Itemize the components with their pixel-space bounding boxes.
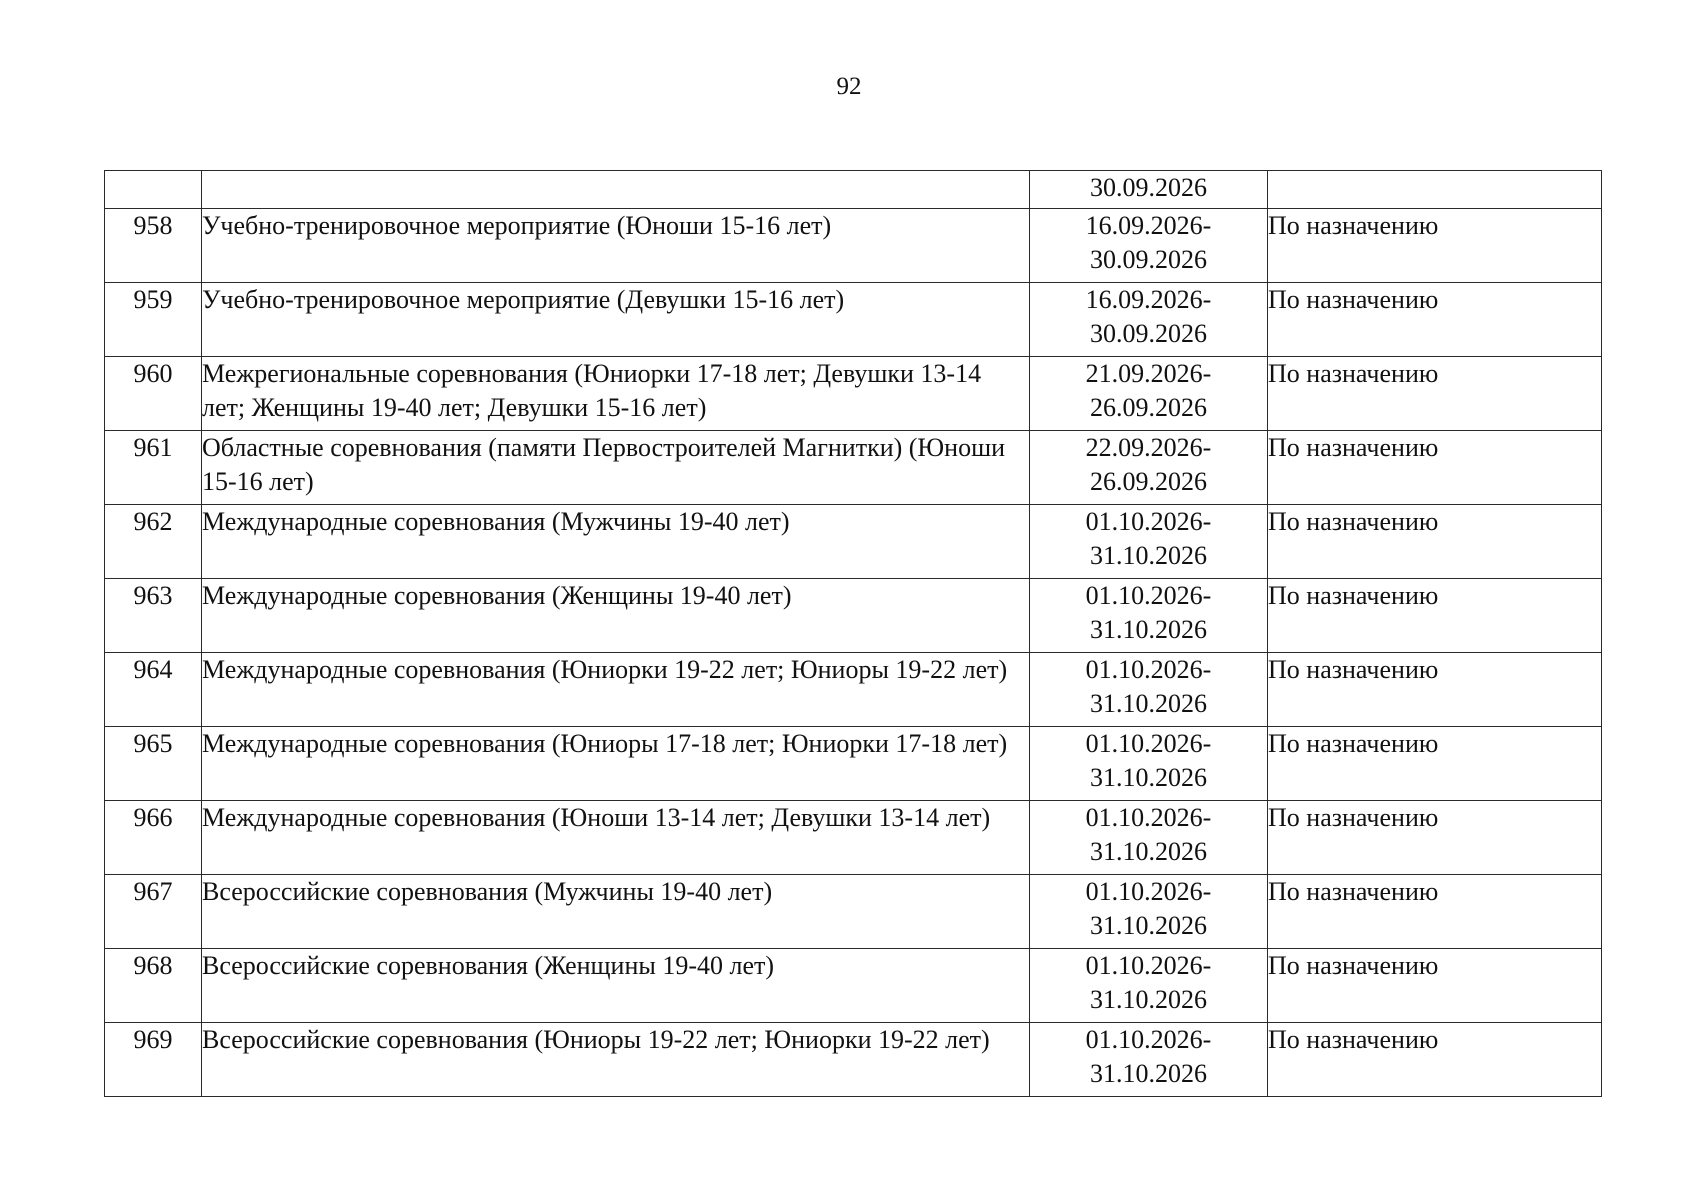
event-name: Межрегиональные соревнования (Юниорки 17-18 лет; Девушки 13-14 лет; Женщины 19-40 лет; Девушки 15-16 лет) bbox=[202, 357, 1030, 431]
date-start: 16.09.2026- bbox=[1085, 211, 1212, 240]
event-dates bbox=[1030, 727, 1268, 801]
event-dates bbox=[1030, 209, 1268, 283]
date-start: 01.10.2026- bbox=[1085, 951, 1212, 980]
event-place bbox=[1268, 171, 1602, 209]
event-dates bbox=[1030, 431, 1268, 505]
row-number: 962 bbox=[105, 505, 202, 579]
event-place bbox=[1268, 209, 1602, 283]
event-dates bbox=[1030, 171, 1268, 209]
date-end: 30.09.2026 bbox=[1090, 319, 1207, 348]
table-row bbox=[105, 875, 1602, 949]
event-name: Международные соревнования (Юниоры 17-18 лет; Юниорки 17-18 лет) bbox=[202, 727, 1030, 801]
event-dates bbox=[1030, 505, 1268, 579]
event-place bbox=[1268, 949, 1602, 1023]
date-end: 26.09.2026 bbox=[1090, 393, 1207, 422]
page-number: 92 bbox=[836, 73, 862, 100]
date-end: 31.10.2026 bbox=[1090, 615, 1207, 644]
row-number: 968 bbox=[105, 949, 202, 1023]
event-place-text: По назначению bbox=[1268, 655, 1439, 684]
table-row bbox=[105, 357, 1602, 431]
event-name: Всероссийские соревнования (Юниоры 19-22 лет; Юниорки 19-22 лет) bbox=[202, 1023, 1030, 1097]
event-name: Учебно-тренировочное мероприятие (Девушки 15-16 лет) bbox=[202, 283, 1030, 357]
event-name: Всероссийские соревнования (Мужчины 19-40 лет) bbox=[202, 875, 1030, 949]
event-place bbox=[1268, 727, 1602, 801]
event-place-text: По назначению bbox=[1268, 877, 1439, 906]
event-dates bbox=[1030, 875, 1268, 949]
event-place bbox=[1268, 579, 1602, 653]
date-start: 01.10.2026- bbox=[1085, 655, 1212, 684]
event-place bbox=[1268, 1023, 1602, 1097]
event-dates bbox=[1030, 801, 1268, 875]
event-name: Международные соревнования (Женщины 19-40 лет) bbox=[202, 579, 1030, 653]
table-row bbox=[105, 1023, 1602, 1097]
event-place-text: По назначению bbox=[1268, 211, 1439, 240]
events-table bbox=[104, 170, 1602, 1097]
event-place-text: По назначению bbox=[1268, 359, 1439, 388]
event-name: Международные соревнования (Мужчины 19-40 лет) bbox=[202, 505, 1030, 579]
table-row bbox=[105, 431, 1602, 505]
event-place-text: По назначению bbox=[1268, 729, 1439, 758]
event-place bbox=[1268, 653, 1602, 727]
event-place-text: По назначению bbox=[1268, 285, 1439, 314]
date-end: 31.10.2026 bbox=[1090, 911, 1207, 940]
event-dates bbox=[1030, 653, 1268, 727]
table-row bbox=[105, 727, 1602, 801]
row-number: 960 bbox=[105, 357, 202, 431]
event-dates bbox=[1030, 579, 1268, 653]
date-start: 01.10.2026- bbox=[1085, 1025, 1212, 1054]
event-name: Международные соревнования (Юноши 13-14 лет; Девушки 13-14 лет) bbox=[202, 801, 1030, 875]
event-dates bbox=[1030, 357, 1268, 431]
row-number: 958 bbox=[105, 209, 202, 283]
event-place-text: По назначению bbox=[1268, 803, 1439, 832]
event-name: Всероссийские соревнования (Женщины 19-40 лет) bbox=[202, 949, 1030, 1023]
date-end: 31.10.2026 bbox=[1090, 837, 1207, 866]
event-name: Международные соревнования (Юниорки 19-22 лет; Юниоры 19-22 лет) bbox=[202, 653, 1030, 727]
date-end: 26.09.2026 bbox=[1090, 467, 1207, 496]
date-end: 31.10.2026 bbox=[1090, 541, 1207, 570]
row-number: 965 bbox=[105, 727, 202, 801]
row-number: 966 bbox=[105, 801, 202, 875]
date-end: 31.10.2026 bbox=[1090, 689, 1207, 718]
event-name bbox=[202, 171, 1030, 209]
event-place bbox=[1268, 431, 1602, 505]
event-place-text: По назначению bbox=[1268, 1025, 1439, 1054]
row-number: 963 bbox=[105, 579, 202, 653]
date-start: 16.09.2026- bbox=[1085, 285, 1212, 314]
row-number: 961 bbox=[105, 431, 202, 505]
event-place-text: По назначению bbox=[1268, 951, 1439, 980]
row-number: 969 bbox=[105, 1023, 202, 1097]
date-start: 01.10.2026- bbox=[1085, 877, 1212, 906]
event-dates bbox=[1030, 1023, 1268, 1097]
event-place-text: По назначению bbox=[1268, 433, 1439, 462]
event-place-text: По назначению bbox=[1268, 581, 1439, 610]
row-number bbox=[105, 171, 202, 209]
table-row bbox=[105, 949, 1602, 1023]
date-end: 30.09.2026 bbox=[1090, 173, 1207, 202]
date-start: 01.10.2026- bbox=[1085, 803, 1212, 832]
event-place bbox=[1268, 283, 1602, 357]
date-start: 01.10.2026- bbox=[1085, 507, 1212, 536]
event-place-text: По назначению bbox=[1268, 507, 1439, 536]
table-row-continued bbox=[105, 171, 1602, 209]
date-end: 31.10.2026 bbox=[1090, 985, 1207, 1014]
date-start: 22.09.2026- bbox=[1085, 433, 1212, 462]
date-start: 01.10.2026- bbox=[1085, 729, 1212, 758]
events-table-body bbox=[105, 171, 1602, 1097]
event-place bbox=[1268, 875, 1602, 949]
table-row bbox=[105, 801, 1602, 875]
date-end: 31.10.2026 bbox=[1090, 1059, 1207, 1088]
event-name: Учебно-тренировочное мероприятие (Юноши 15-16 лет) bbox=[202, 209, 1030, 283]
row-number: 964 bbox=[105, 653, 202, 727]
table-row bbox=[105, 209, 1602, 283]
table-row bbox=[105, 505, 1602, 579]
event-place bbox=[1268, 505, 1602, 579]
date-end: 30.09.2026 bbox=[1090, 245, 1207, 274]
event-dates bbox=[1030, 283, 1268, 357]
event-place bbox=[1268, 357, 1602, 431]
table-row bbox=[105, 653, 1602, 727]
event-place bbox=[1268, 801, 1602, 875]
row-number: 967 bbox=[105, 875, 202, 949]
row-number: 959 bbox=[105, 283, 202, 357]
table-row bbox=[105, 283, 1602, 357]
date-start: 21.09.2026- bbox=[1085, 359, 1212, 388]
table-row bbox=[105, 579, 1602, 653]
date-end: 31.10.2026 bbox=[1090, 763, 1207, 792]
date-start: 01.10.2026- bbox=[1085, 581, 1212, 610]
event-name: Областные соревнования (памяти Первостроителей Магнитки) (Юноши 15-16 лет) bbox=[202, 431, 1030, 505]
event-dates bbox=[1030, 949, 1268, 1023]
